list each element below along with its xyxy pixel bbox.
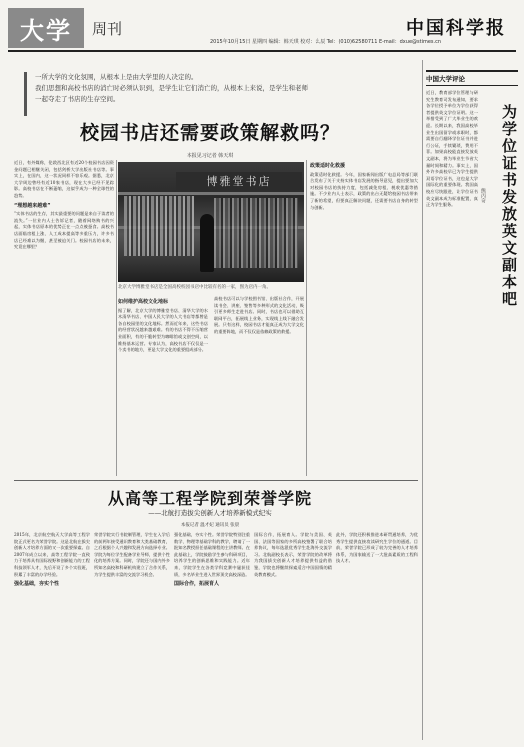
commentary-text: 近日，教育部学位管理与研究生教育司发布通知，要求各学位授予单位为学位获得者提供英文学位证明。这一举措受到了广大毕业生的欢迎。长期以来，我国高校毕业生出国留学或求职时，都需要自行翻译学位证书并进行公证，手续繁琐，费用不菲。如果高校能直接发放英文副本，将为毕业生节省大量时间和精力。事实上，国外许多高校早已为学生提供双语学位证书，这也是大学国际化的重要体现。我国高校应尽快跟进，让学位证书英文副本成为标准配置，真正为学生服务。 <box>426 90 478 208</box>
article1-section-heading: “理想越来越难” <box>14 202 51 209</box>
article2-column-2 <box>94 532 170 740</box>
editor-note-line: 一所大学的文化氛围，从根本上是由大学里的人决定的。 <box>35 73 198 81</box>
photo-shelf <box>118 192 304 195</box>
article2-body-text: 荣誉学院实行书院制管理，学生在入学后的前两年接受通识教育和大类基础教育，之后根据个人兴趣和发展方向选择专业。学院为每位学生配备学业导师，提供个性化的培养方案。同时，学院还与国内外多所知名高校和科研机构建立了合作关系，为学生提供丰富的交流学习机会。 <box>94 532 170 577</box>
article2-body-text: 2015年，北京航空航天大学高等工程学院正式更名为荣誉学院。这是北航在拔尖创新人才培养方面的又一次重要探索。自2007年成立以来，高等工程学院一直致力于培养具有国际视野和创新能力的工程科技领军人才，先后开设了多个实验班，积累了丰富的办学经验。 <box>14 532 90 577</box>
photo-person <box>200 214 214 272</box>
bookstore-photo <box>118 162 304 282</box>
article2-column-5 <box>336 532 418 740</box>
article1-body-text: 政策适时化救援。今年，国家新闻出版广电总局等部门联合发布了关于支持实体书店发展的指导意见，提出要加大对校园书店的扶持力度，包括减免房租、税收优惠等措施。不少业内人士表示，政策的出台无疑给校园书店带来了新的希望，但要真正解决问题，还需要书店自身的转型与创新。 <box>310 171 418 210</box>
commentary-body <box>426 90 478 730</box>
section-sub-label: 周刊 <box>92 20 123 38</box>
photo-caption: 北京大学博雅堂书店是全国高校校园书店中比较有名的一家，图为店内一角。 <box>118 285 271 290</box>
editor-note <box>24 72 410 116</box>
article2-body-text: 强化基础，夯实个性。荣誉学院特别注重数学、物理等基础学科的教学，聘请了一批知名教授担任基础课程的主讲教师。在此基础上，学院鼓励学生参与科研项目，培养学生的创新思维和实践能力。近年来，学院学生在各类学科竞赛中屡获佳绩，多名毕业生进入世界顶尖高校深造。 <box>174 532 250 577</box>
article1-column-2 <box>118 296 208 476</box>
article2-title: 从高等工程学院到荣誉学院 <box>107 489 312 508</box>
article1-body-text: “实体书店的生存，其实最重要的问题是来自于读者的流失。”一位业内人士告诉记者，随着网络购书的兴起，实体书店原本的优势正在一点点被蚕食。高校书店面临房租上涨、人工成本提高等多重压力，许多书店已经难以为继，甚至被迫关门。校园书店的未来，究竟在哪里？ <box>14 211 114 250</box>
article2-body-text: 国际合作，拓展育人。学院与美国、英国、法国等国家的多所高校签署了联合培养协议，每年选派优秀学生赴海外交流学习。北航副校长表示，荣誉学院的改革将为我国拔尖创新人才培养提供有益的借鉴，学院也将继续探索适合中国国情的精英教育模式。 <box>254 532 332 577</box>
header-rule <box>8 50 516 52</box>
photo-books <box>124 196 194 256</box>
article1-column-3 <box>214 296 304 476</box>
column-divider <box>306 160 307 476</box>
article2-column-1 <box>14 532 90 740</box>
commentary-headline: 为学位证书发放英文副本吧 <box>500 104 518 308</box>
article2-column-4 <box>254 532 332 740</box>
article2-section-heading: 国际合作，拓展育人 <box>174 581 220 588</box>
article1-body-text: 近日，有外媒称，伦敦西北区有近20个校园书店因资金问题已相继关闭，包括剑桥大学出版社书店等。事实上，在国内，这一状况同样不容乐观。据悉，北京大学周边曾经有近10家书店，现在大多已经不见踪影。高校书店在不断萎缩，这似乎成为一种全球性的趋势。 <box>14 160 114 198</box>
section-label: 大学 <box>8 8 84 48</box>
editor-note-line: 我们思想和高校书店的消亡时必须认识到，是学生让它们消亡的，从根本上来说，是学生和老师 <box>35 84 308 92</box>
article2-column-3 <box>174 532 250 740</box>
commentary-author: 熊丙奇 <box>480 188 486 203</box>
article1-byline: 本报见习记者 韩天琪 <box>186 153 234 159</box>
article1-column-1 <box>14 160 114 476</box>
editor-note-line: 一起夺走了书店的生存空间。 <box>35 95 120 103</box>
column-divider <box>422 60 423 740</box>
page-header <box>0 0 524 52</box>
photo-bookstore-sign: 博雅堂书店 <box>176 172 302 190</box>
photo-books <box>214 198 298 268</box>
article1-column-4 <box>310 160 418 476</box>
article2-byline: 本报记者 温才妃 通讯员 张晨 <box>180 523 240 528</box>
article1-section-heading: 政策适时化救援 <box>310 163 346 169</box>
commentary-column-label: 中国大学评论 <box>426 70 518 86</box>
article1-body-text: 高校书店可以与学校图书馆、出版社合作，开展读书会、讲座、签售等多种形式的文化活动，吸引更多师生走进书店。同时，书店也可以借助互联网平台，拓展线上业务，实现线上线下融合发展。只有这样，校园书店才能真正成为大学文化的重要阵地，而不仅仅是依赖政策的救援。 <box>214 296 304 334</box>
issue-meta: 2015年10月15日 星期四 编辑：韩天琪 校对：么辰 Tel：(010)62580711 E-mail：dxue@stimes.cn <box>210 39 442 45</box>
article1-title: 校园书店还需要政策解救吗？ <box>79 122 340 144</box>
newspaper-logo: 中国科学报 <box>406 18 506 39</box>
article-divider <box>14 480 418 481</box>
article2-body-text: 此外，学院还积极推进本研贯通培养，为优秀学生提供直接攻读研究生学位的通道。目前，荣誉学院已形成了较为完善的人才培养体系，为国家输送了一大批高素质的工程科技人才。 <box>336 532 418 564</box>
article2-section-heading: 强化基础，夯实个性 <box>14 581 60 588</box>
article2-subtitle: ——北航打造拔尖创新人才培养新模式纪实 <box>148 509 272 517</box>
article1-section-heading: 如何维护高校文化地标 <box>118 299 169 305</box>
article1-body-text: 据了解，北京大学的博雅堂书店、清华大学的水木清华书店、中国人民大学的人大书店等都曾是各自校园里的文化地标。然而近年来，这些书店的经营状况越来越艰难。有的书店不得不压缩营业面积，有的干脆转型为咖啡馆或文创空间，以维持基本运营。专家认为，高校书店不仅仅是一个卖书的地方，更是大学文化的重要组成部分。 <box>118 307 208 353</box>
column-divider <box>116 160 117 476</box>
